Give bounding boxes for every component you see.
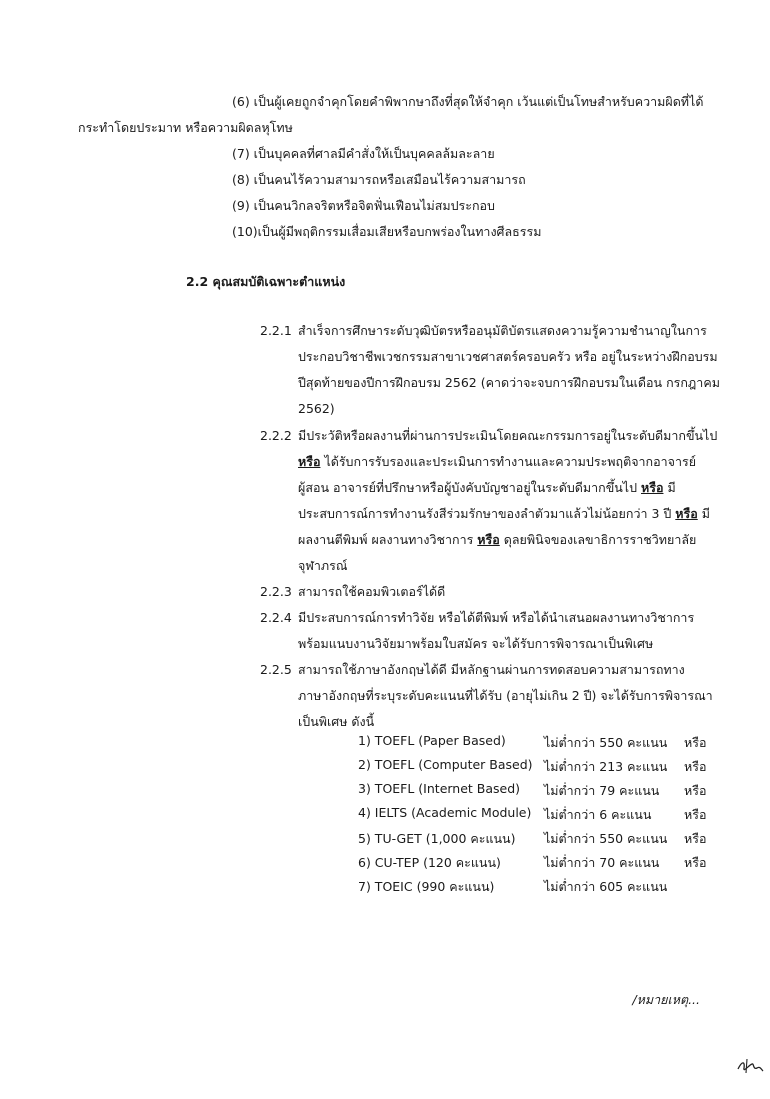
line-text: มี	[663, 480, 676, 495]
qualification-item-10: (10)เป็นผู้มีพฤติกรรมเสื่อมเสียหรือบกพร่องในทางศีลธรรม	[232, 224, 542, 239]
qualification-item-6-cont: กระทำโดยประมาท หรือความผิดลหุโทษ	[78, 120, 293, 135]
or-emphasis: หรือ	[477, 532, 500, 547]
item-2-2-3-text: สามารถใช้คอมพิวเตอร์ได้ดี	[298, 584, 446, 599]
item-number-2-2-2: 2.2.2	[260, 428, 292, 443]
item-number-2-2-5: 2.2.5	[260, 662, 292, 677]
item-2-2-4-line: มีประสบการณ์การทำวิจัย หรือได้ตีพิมพ์ หรือได้นำเสนอผลงานทางวิชาการ	[298, 610, 695, 625]
item-2-2-2-line	[298, 449, 712, 475]
test-minimum: ไม่ต่ำกว่า 550 คะแนน	[544, 735, 668, 750]
test-minimum: ไม่ต่ำกว่า 605 คะแนน	[544, 879, 668, 894]
item-2-2-1-text	[298, 318, 720, 422]
item-2-2-2-line	[298, 475, 712, 501]
line-text: ดุลยพินิจของเลขาธิการราชวิทยาลัย	[499, 532, 697, 547]
test-minimum: ไม่ต่ำกว่า 550 คะแนน	[544, 831, 668, 846]
item-2-2-5-line: สามารถใช้ภาษาอังกฤษได้ดี มีหลักฐานผ่านการทดสอบความสามารถทาง	[298, 662, 685, 677]
item-2-2-2-line	[298, 527, 712, 553]
item-2-2-4-text	[298, 605, 712, 657]
test-name: 3) TOEFL (Internet Based)	[358, 781, 521, 796]
test-name: 1) TOEFL (Paper Based)	[358, 733, 506, 748]
item-2-2-4-line: พร้อมแนบงานวิจัยมาพร้อมใบสมัคร จะได้รับการพิจารณาเป็นพิเศษ	[298, 636, 654, 651]
line-text: ผลงานตีพิมพ์ ผลงานทางวิชาการ	[298, 532, 478, 547]
test-name: 6) CU-TEP (120 คะแนน)	[358, 855, 501, 870]
handwritten-initials-icon	[735, 1055, 765, 1077]
test-or: หรือ	[684, 831, 707, 846]
item-2-2-5-text	[298, 657, 712, 735]
item-number-2-2-4: 2.2.4	[260, 610, 292, 625]
item-2-2-1-line: 2562)	[298, 401, 335, 416]
item-2-2-5-line: ภาษาอังกฤษที่ระบุระดับคะแนนที่ได้รับ (อายุไม่เกิน 2 ปี) จะได้รับการพิจารณา	[298, 688, 713, 703]
line-text: ประสบการณ์การทำงานรังสีร่วมรักษาของลำตัวมาแล้วไม่น้อยกว่า 3 ปี	[298, 506, 676, 521]
test-name: 4) IELTS (Academic Module)	[358, 805, 532, 820]
or-emphasis: หรือ	[641, 480, 664, 495]
test-minimum: ไม่ต่ำกว่า 6 คะแนน	[544, 807, 652, 822]
test-minimum: ไม่ต่ำกว่า 213 คะแนน	[544, 759, 668, 774]
item-2-2-5-line: เป็นพิเศษ ดังนี้	[298, 714, 375, 729]
or-emphasis: หรือ	[298, 454, 321, 469]
test-or: หรือ	[684, 735, 707, 750]
item-2-2-2-line: จุฬาภรณ์	[298, 558, 348, 573]
item-number-2-2-1: 2.2.1	[260, 323, 292, 338]
item-number-2-2-3: 2.2.3	[260, 584, 292, 599]
item-2-2-1-line: ปีสุดท้ายของปีการฝึกอบรม 2562 (คาดว่าจะจบการฝึกอบรมในเดือน กรกฎาคม	[298, 375, 720, 390]
line-text: ได้รับการรับรองและประเมินการทำงานและความประพฤติจากอาจารย์	[320, 454, 697, 469]
test-or: หรือ	[684, 807, 707, 822]
test-name: 2) TOEFL (Computer Based)	[358, 757, 533, 772]
qualification-item-8: (8) เป็นคนไร้ความสามารถหรือเสมือนไร้ความสามารถ	[232, 172, 526, 187]
test-or: หรือ	[684, 855, 707, 870]
item-2-2-1-line: ประกอบวิชาชีพเวชกรรมสาขาเวชศาสตร์ครอบครัว หรือ อยู่ในระหว่างฝึกอบรม	[298, 349, 718, 364]
section-heading: 2.2 คุณสมบัติเฉพาะตำแหน่ง	[186, 274, 346, 289]
item-2-2-2-line: มีประวัติหรือผลงานที่ผ่านการประเมินโดยคณะกรรมการอยู่ในระดับดีมากขึ้นไป	[298, 428, 718, 443]
test-name: 5) TU-GET (1,000 คะแนน)	[358, 831, 516, 846]
or-emphasis: หรือ	[675, 506, 698, 521]
test-minimum: ไม่ต่ำกว่า 70 คะแนน	[544, 855, 660, 870]
qualification-item-9: (9) เป็นคนวิกลจริตหรือจิตฟั่นเฟือนไม่สมประกอบ	[232, 198, 495, 213]
test-minimum: ไม่ต่ำกว่า 79 คะแนน	[544, 783, 660, 798]
qualification-item-6: (6) เป็นผู้เคยถูกจำคุกโดยคำพิพากษาถึงที่สุดให้จำคุก เว้นแต่เป็นโทษสำหรับความผิดที่ได้	[232, 94, 704, 109]
test-or: หรือ	[684, 759, 707, 774]
test-or: หรือ	[684, 783, 707, 798]
item-2-2-2-line	[298, 501, 712, 527]
continuation-note: /หมายเหตุ...	[632, 992, 700, 1007]
qualification-item-7: (7) เป็นบุคคลที่ศาลมีคำสั่งให้เป็นบุคคลล้มละลาย	[232, 146, 495, 161]
line-text: ผู้สอน อาจารย์ที่ปรึกษาหรือผู้บังคับบัญชาอยู่ในระดับดีมากขึ้นไป	[298, 480, 641, 495]
item-2-2-2-text	[298, 423, 718, 579]
item-2-2-1-line: สำเร็จการศึกษาระดับวุฒิบัตรหรืออนุมัติบัตรแสดงความรู้ความชำนาญในการ	[298, 323, 707, 338]
test-name: 7) TOEIC (990 คะแนน)	[358, 879, 495, 894]
line-text: มี	[697, 506, 710, 521]
